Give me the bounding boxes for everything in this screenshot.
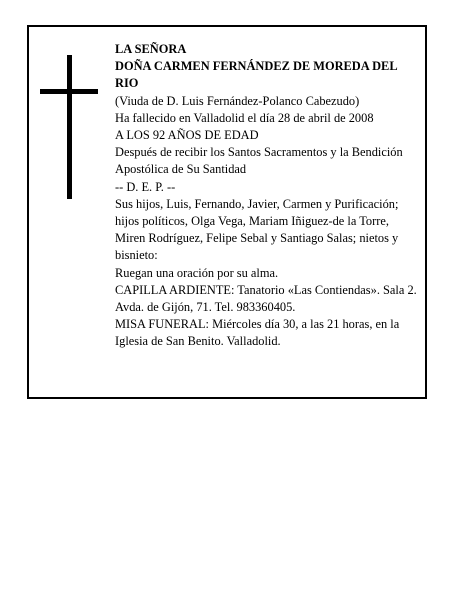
notice-text [115, 41, 419, 351]
rip-line: -- D. E. P. -- [115, 179, 176, 194]
prayer-line: Ruegan una oración por su alma. [115, 265, 279, 280]
death-line: Ha fallecido en Valladolid el día 28 de abril de 2008 [115, 110, 374, 125]
chapel-line: CAPILLA ARDIENTE: Tanatorio «Las Contiendas». Sala 2. Avda. de Gijón, 71. Tel. 983360405. [115, 282, 417, 315]
obituary-notice [27, 25, 427, 399]
funeral-line: MISA FUNERAL: Miércoles día 30, a las 21 horas, en la Iglesia de San Benito. Valladolid. [115, 317, 400, 349]
cross-icon [40, 55, 98, 199]
age-line: A LOS 92 AÑOS DE EDAD [115, 128, 259, 143]
cross-horizontal-bar [40, 89, 98, 94]
deceased-name: DOÑA CARMEN FERNÁNDEZ DE MOREDA DEL RIO [115, 59, 397, 91]
widow-line: (Viuda de D. Luis Fernández-Polanco Cabezudo) [115, 93, 360, 108]
cross-vertical-bar [67, 55, 72, 199]
family-line: Sus hijos, Luis, Fernando, Javier, Carmen y Purificación; hijos políticos, Olga Vega, Mariam Iñiguez-de la Torre, Miren Rodríguez, Felipe Sebal y Santiago Salas; nietos y bisnieto: [115, 196, 399, 263]
notice-heading: LA SEÑORA [115, 42, 187, 56]
sacraments-line: Después de recibir los Santos Sacramentos y la Bendición Apostólica de Su Santidad [115, 145, 403, 177]
